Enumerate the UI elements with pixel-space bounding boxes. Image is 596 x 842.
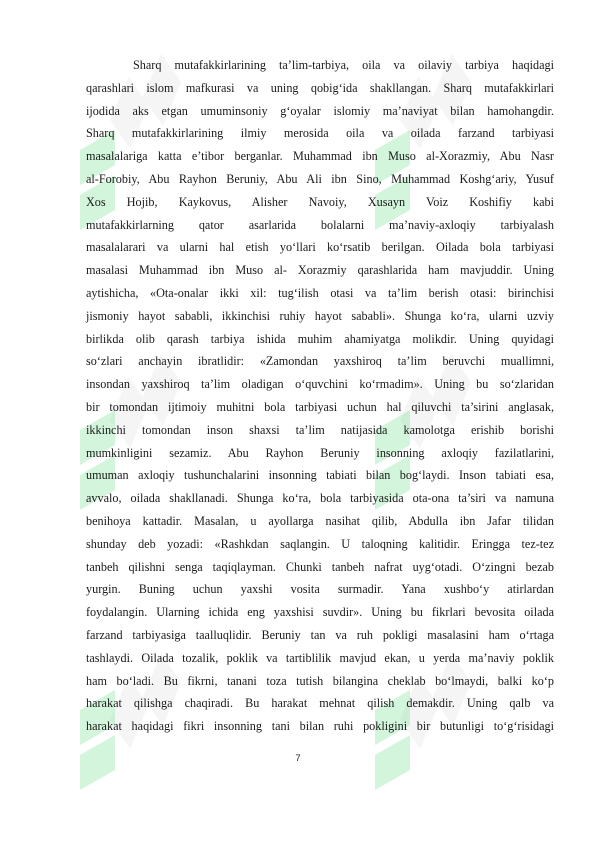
text-line: tashlaydi. Oilada tozalik, poklik va tartiblilik mavjud ekan, u yerda ma’naviy poklik <box>86 650 554 665</box>
text-line: masalasi Muhammad ibn Muso al- Xorazmiy qarashlarida ham mavjuddir. Uning <box>86 263 554 278</box>
text-line: harakat haqidagi fikri insonning tani bilan ruhi pokligini bir butunligi to‘g‘risidagi <box>86 719 554 734</box>
text-line: qarashlari islom mafkurasi va uning qobig‘ida shakllangan. Sharq mutafakkirlari <box>86 80 554 95</box>
text-line: harakat qilishga chaqiradi. Bu harakat mehnat qilish demakdir. Uning qalb va <box>86 696 554 711</box>
text-line: al-Forobiy, Abu Rayhon Beruniy, Abu Ali ibn Sino, Muhammad Koshg‘ariy, Yusuf <box>86 171 554 186</box>
text-line: aytishicha, «Ota-onalar ikki xil: tug‘ilish otasi va ta’lim berish otasi: birinchisi <box>86 285 554 300</box>
text-line: jismoniy hayot sababli, ikkinchisi ruhiy hayot sababli». Shunga ko‘ra, ularni uzviy <box>86 308 554 323</box>
text-line: umuman axloqiy tushunchalarini insonning tabiati bilan bog‘laydi. Inson tabiati esa, <box>86 468 554 483</box>
text-line: mutafakkirlarning qator asarlarida bolalarni ma’naviy-axloqiy tarbiyalash <box>86 217 554 232</box>
text-line: insondan yaxshiroq ta’lim oladigan o‘quvchini ko‘rmadim». Uning bu so‘zlaridan <box>86 377 554 392</box>
text-line: Sharq mutafakkirlarining ilmiy merosida oila va oilada farzand tarbiyasi <box>86 126 554 141</box>
text-line: tanbeh qilishni senga taqiqlayman. Chunki tanbeh nafrat uyg‘otadi. O‘zingni bezab <box>86 559 554 574</box>
body-paragraph <box>86 54 554 738</box>
text-line: yurgin. Buning uchun yaxshi vosita surmadir. Yana xushbo‘y atirlardan <box>86 582 554 597</box>
text-line: foydalangin. Ularning ichida eng yaxshisi suvdir». Uning bu fikrlari bevosita oilada <box>86 605 554 620</box>
text-line: masalalarari va ularni hal etish yo‘llari ko‘rsatib berilgan. Oilada bola tarbiyasi <box>86 240 554 255</box>
text-line: Xos Hojib, Kaykovus, Alisher Navoiy, Xusayn Voiz Koshifiy kabi <box>86 194 554 209</box>
text-line: ham bo‘ladi. Bu fikrni, tanani toza tutish bilangina cheklab bo‘lmaydi, balki ko‘p <box>86 673 554 688</box>
text-line: mumkinligini sezamiz. Abu Rayhon Beruniy insonning axloqiy fazilatlarini, <box>86 445 554 460</box>
text-line: avvalo, oilada shakllanadi. Shunga ko‘ra, bola tarbiyasida ota-ona ta’siri va namuna <box>86 491 554 506</box>
page-number: 7 <box>295 753 301 764</box>
text-line: bir tomondan ijtimoiy muhitni bola tarbiyasi uchun hal qiluvchi ta’sirini anglasak, <box>86 399 554 414</box>
text-line: birlikda olib qarash tarbiya ishida muhim ahamiyatga molikdir. Uning quyidagi <box>86 331 554 346</box>
text-line: masalalariga katta e’tibor berganlar. Muhammad ibn Muso al-Xorazmiy, Abu Nasr <box>86 149 554 164</box>
text-line: farzand tarbiyasiga taalluqlidir. Beruniy tan va ruh pokligi masalasini ham o‘rtaga <box>86 627 554 642</box>
text-line: Sharq mutafakkirlarining ta’lim-tarbiya, oila va oilaviy tarbiya haqidagi <box>133 58 554 72</box>
text-line: benihoya kattadir. Masalan, u ayollarga nasihat qilib, Abdulla ibn Jafar tilidan <box>86 513 554 528</box>
text-line: ijodida aks etgan umuminsoniy g‘oyalar islomiy ma’naviyat bilan hamohangdir. <box>86 103 554 118</box>
text-line: shunday deb yozadi: «Rashkdan saqlangin. U taloqning kalitidir. Eringga tez-tez <box>86 536 554 551</box>
text-line: ikkinchi tomondan inson shaxsi ta’lim natijasida kamolotga erishib borishi <box>86 422 554 437</box>
text-line: so‘zlari anchayin ibratlidir: «Zamondan yaxshiroq ta’lim beruvchi muallimni, <box>86 354 554 369</box>
